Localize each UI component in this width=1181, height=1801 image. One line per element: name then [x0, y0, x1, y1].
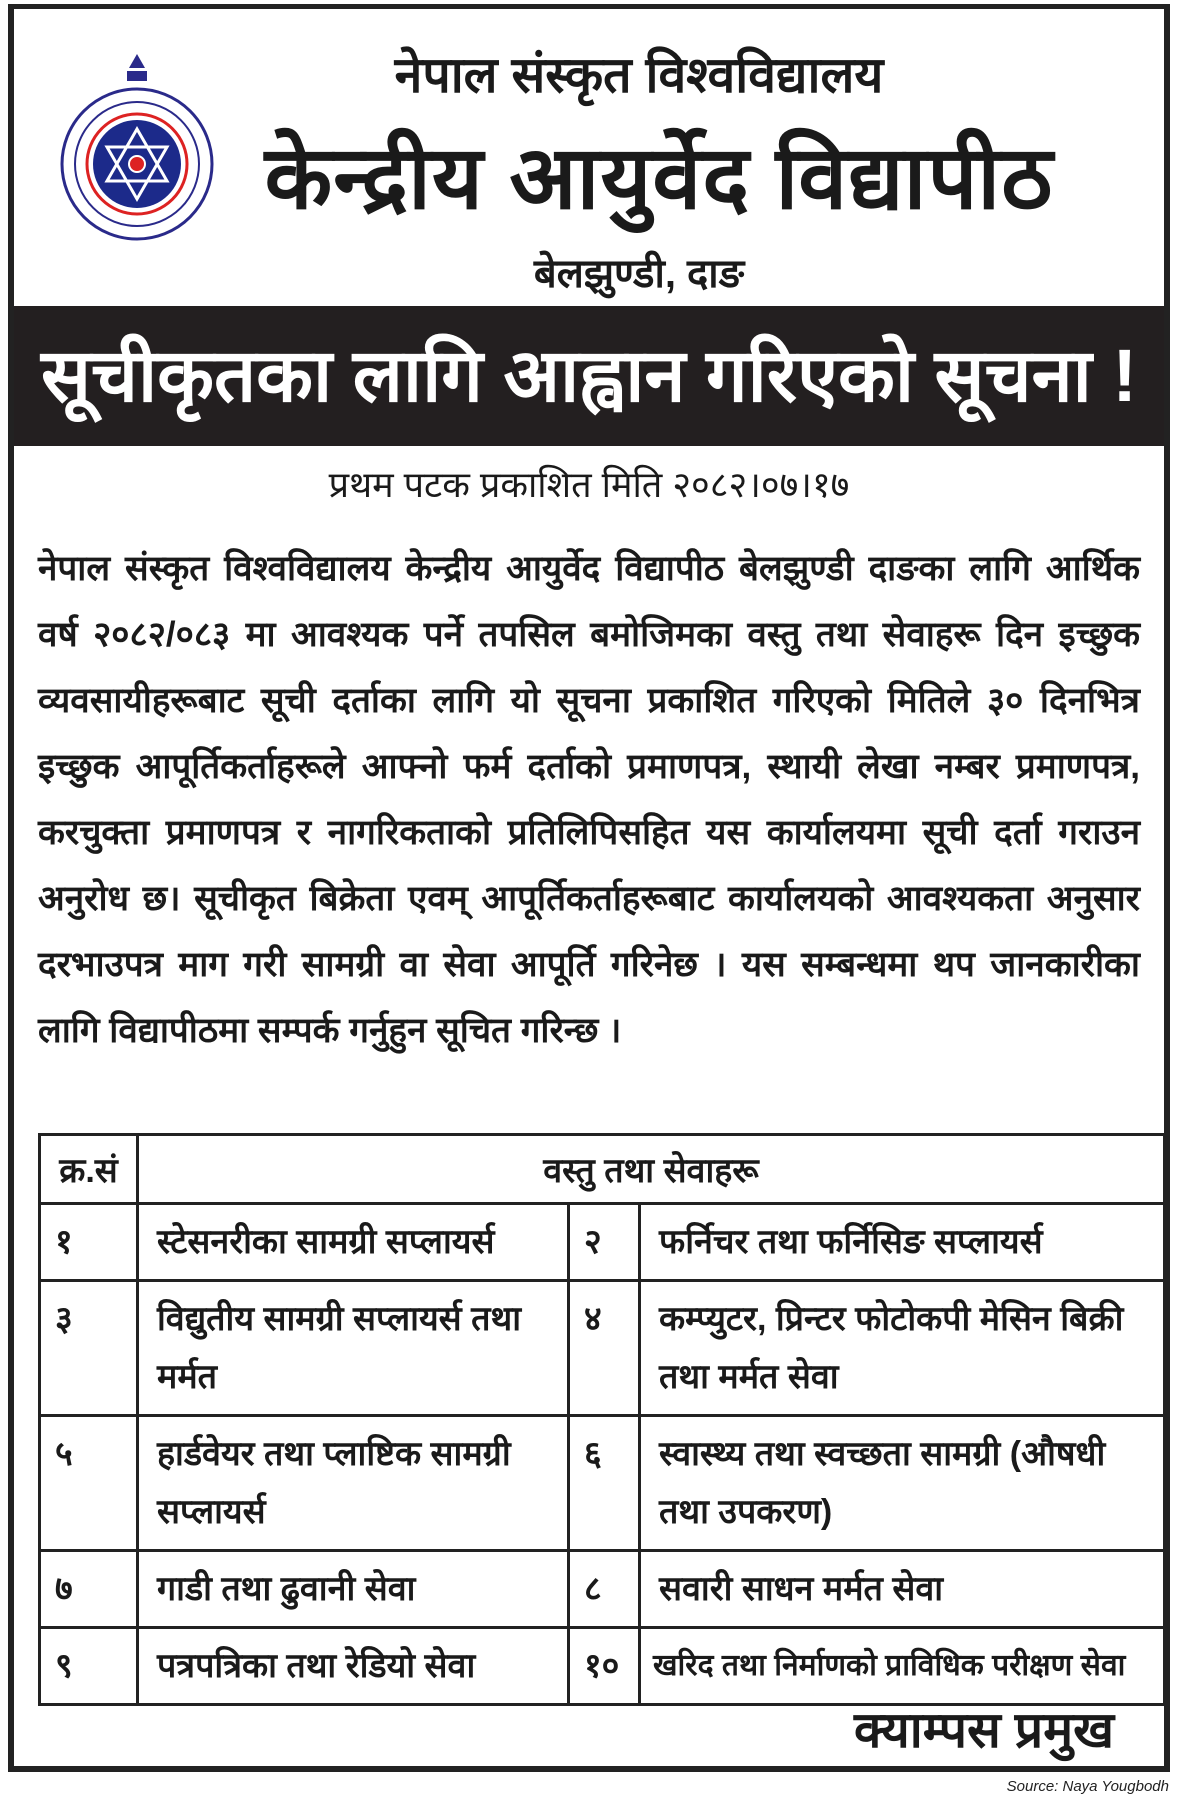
header-serial: क्र.सं — [40, 1135, 138, 1204]
header-items: वस्तु तथा सेवाहरू — [138, 1135, 1165, 1204]
university-logo-icon — [52, 49, 222, 249]
university-name: नेपाल संस्कृत विश्वविद्यालय — [394, 47, 884, 103]
item-cell: फर्निचर तथा फर्निसिङ सप्लायर्स — [640, 1204, 1165, 1281]
campus-name: केन्द्रीय आयुर्वेद विद्यापीठ — [264, 128, 1054, 227]
table-row — [40, 1204, 1165, 1281]
notice-body: नेपाल संस्कृत विश्वविद्यालय केन्द्रीय आयुर्वेद विद्यापीठ बेलझुण्डी दाङका लागि आर्थिक वर्ष २०८२/०८३ मा आवश्यक पर्ने तपसिल बमोजिमका वस्तु तथा सेवाहरू दिन इच्छुक व्यवसायीहरूबाट सूची दर्ताका लागि यो सूचना प्रकाशित गरिएको मितिले ३० दिनभित्र इच्छुक आपूर्तिकर्ताहरूले आफ्नो फर्म दर्ताको प्रमाणपत्र, स्थायी लेखा नम्बर प्रमाणपत्र, करचुक्ता प्रमाणपत्र र नागरिकताको प्रतिलिपिसहित यस कार्यालयमा सूची दर्ता गराउन अनुरोध छ। सूचीकृत बिक्रेता एवम् आपूर्तिकर्ताहरूबाट कार्यालयको आवश्यकता अनुसार दरभाउपत्र माग गरी सामग्री वा सेवा आपूर्ति गरिनेछ । यस सम्बन्धमा थप जानकारीका लागि विद्यापीठमा सम्पर्क गर्नुहुन सूचित गरिन्छ । — [38, 549, 1140, 1050]
serial-cell: ३ — [40, 1281, 138, 1416]
notice-title-banner: सूचीकृतका लागि आह्वान गरिएको सूचना ! — [14, 306, 1164, 446]
item-cell: हार्डवेयर तथा प्लाष्टिक सामग्री सप्लायर्स — [138, 1416, 569, 1551]
source-credit: Source: Naya Yougbodh — [1006, 1778, 1169, 1795]
campus-location: बेलझुण्डी, दाङ — [533, 252, 745, 296]
serial-cell: १ — [40, 1204, 138, 1281]
table-row — [40, 1416, 1165, 1551]
table-row — [40, 1628, 1165, 1705]
serial-cell: ९ — [40, 1628, 138, 1705]
serial-cell: ७ — [40, 1551, 138, 1628]
item-cell: सवारी साधन मर्मत सेवा — [640, 1551, 1165, 1628]
notice-frame — [8, 4, 1170, 1772]
table-row — [40, 1551, 1165, 1628]
serial-cell: ५ — [40, 1416, 138, 1551]
items-table — [38, 1133, 1166, 1706]
serial-cell: ८ — [569, 1551, 640, 1628]
serial-cell: ६ — [569, 1416, 640, 1551]
item-cell: गाडी तथा ढुवानी सेवा — [138, 1551, 569, 1628]
table-row — [40, 1281, 1165, 1416]
item-cell: पत्रपत्रिका तथा रेडियो सेवा — [138, 1628, 569, 1705]
publication-date: प्रथम पटक प्रकाशित मिति २०८२।०७।१७ — [328, 464, 850, 505]
serial-cell: २ — [569, 1204, 640, 1281]
item-cell: कम्प्युटर, प्रिन्टर फोटोकपी मेसिन बिक्री तथा मर्मत सेवा — [640, 1281, 1165, 1416]
item-cell: स्वास्थ्य तथा स्वच्छता सामग्री (औषधी तथा उपकरण) — [640, 1416, 1165, 1551]
header — [14, 9, 1164, 306]
serial-cell: ४ — [569, 1281, 640, 1416]
item-cell: विद्युतीय सामग्री सप्लायर्स तथा मर्मत — [138, 1281, 569, 1416]
item-cell: स्टेसनरीका सामग्री सप्लायर्स — [138, 1204, 569, 1281]
serial-cell: १० — [569, 1628, 640, 1705]
item-cell: खरिद तथा निर्माणको प्राविधिक परीक्षण सेवा — [640, 1628, 1165, 1705]
table-header-row — [40, 1135, 1165, 1204]
signature-campus-chief: क्याम्पस प्रमुख — [854, 1702, 1114, 1758]
